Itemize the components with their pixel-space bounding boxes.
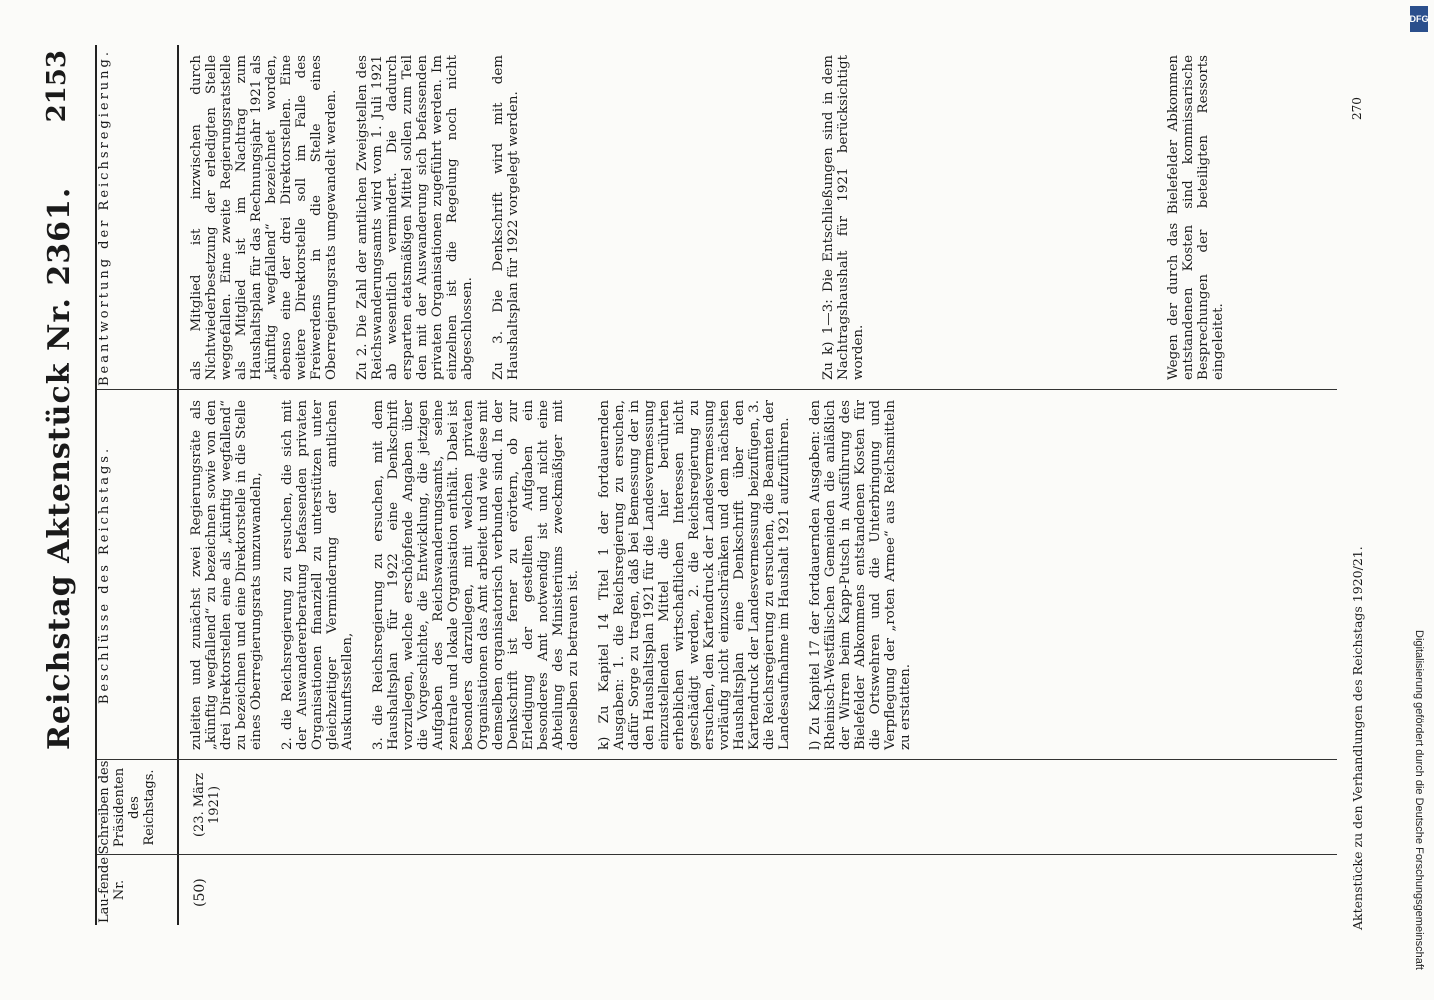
page-footer: Aktenstücke zu den Verhandlungen des Reichstags 1920/21. — [1350, 546, 1365, 930]
beschluss-paragraph: k) Zu Kapitel 14 Titel 1 der fortdauernden Ausgaben: 1. die Reichsregierung zu ersuchen, dafür Sorge zu tragen, daß bei Bemessung der in den Haushaltsplan 1921 für die Landesvermessung einzustellenden Mittel die hier berührten erheblichen wirtschaftlichen Interessen nicht geschädigt werden, 2. die Reichsregierung zu ersuchen, den Kartendruck der Landesvermessung vorläufig nicht einzuschränken und dem nächsten Haushaltsplan eine Denkschrift über den Kartendruck der Landesvermessung beizufügen, 3. die Reichsregierung zu ersuchen, die Beamten der Landesaufnahme im Haushalt 1921 aufzuführen. — [597, 400, 792, 750]
page-number: 2153 — [42, 50, 72, 123]
beschluss-paragraph: 2. die Reichsregierung zu ersuchen, die sich mit der Auswandererberatung befassenden privaten Organisationen finanziell zu unterstützen unter gleichzeitiger Verminderung der amtlichen Auskunftsstellen, — [280, 400, 355, 750]
col-header-beantwortung: Beantwortung der Reichsregierung. — [97, 45, 179, 390]
page-header — [30, 50, 90, 930]
antwort-paragraph: Zu k) 1—3: Die Entschließungen sind in dem Nachtragshaushalt für 1921 berücksichtigt worden. — [821, 55, 866, 380]
column-divider — [97, 854, 1337, 855]
beschluesse-text — [189, 400, 929, 750]
document-table — [95, 45, 1337, 925]
column-divider — [97, 759, 1337, 760]
column-divider — [97, 389, 1337, 390]
col-header-beschluesse: Beschlüsse des Reichstags. — [97, 390, 179, 760]
antwort-paragraph: Zu 2. Die Zahl der amtlichen Zweigstellen des Reichswanderungsamts wird vom 1. Juli 1921 ab wesentlich vermindert. Die dadurch ersparten etatsmäßigen Mittel sollen zum Teil den mit der Auswanderung sich befassenden privaten Organisationen zugeführt werden. Im einzelnen ist die Regelung noch nicht abgeschlossen. — [355, 55, 475, 380]
col-header-lfd: Lau-fende Nr. — [97, 855, 179, 925]
row-date: (23. März 1921) — [192, 773, 222, 838]
col-header-schreiben: Schreiben des Präsidenten des Reichstags. — [97, 760, 179, 855]
beantwortung-text — [189, 55, 1242, 380]
dfg-sidebar — [1404, 0, 1434, 1000]
dfg-credit: Digitalisierung gefördert durch die Deutsche Forschungsgemeinschaft — [1413, 630, 1425, 970]
antwort-paragraph: als Mitglied ist inzwischen durch Nichtwiederbesetzung der erledigten Stelle weggefallen. Eine zweite Regierungsratstelle als Mitglied ist im Nachtrag zum Haushaltsplan für das Rechnungsjahr 1921 als „künftig wegfallend“ bezeichnet worden, ebenso eine der drei Direktorstellen. Eine weitere Direktorstelle soll im Falle des Freiwerdens in die Stelle eines Oberregierungsrats umgewandelt werden. — [189, 55, 339, 380]
dfg-logo: DFG — [1410, 6, 1428, 32]
beschluss-paragraph: 3. die Reichsregierung zu ersuchen, mit dem Haushaltsplan für 1922 eine Denkschrift vorzulegen, welche erschöpfende Angaben über die Vorgeschichte, die Entwicklung, die jetzigen Aufgaben des Reichswanderungsamts, seine zentrale und lokale Organisation enthält. Dabei ist besonders darzulegen, mit welchen privaten Organisationen das Amt arbeitet und wie diese mit demselben organisatorisch verbunden sind. In der Denkschrift ist ferner zu erörtern, ob zur Erledigung der gestellten Aufgaben ein besonderes Amt notwendig ist und nicht eine Abteilung des Ministeriums zweckmäßiger mit denselben zu betrauen ist. — [371, 400, 581, 750]
beschluss-paragraph: zuleiten und zunächst zwei Regierungsräte als „künftig wegfallend“ zu bezeichnen sowie von den drei Direktorstellen eine als „künftig wegfallend“ zu bezeichnen und eine Direktorstelle in die Stelle eines Oberregierungsrats umzuwandeln, — [189, 400, 264, 750]
footer-number: 270 — [1350, 97, 1364, 120]
antwort-paragraph: Wegen der durch das Bielefelder Abkommen entstandenen Kosten sind kommissarische Besprechungen der beteiligten Ressorts eingeleitet. — [1166, 55, 1226, 380]
row-number: (50) — [192, 878, 208, 907]
antwort-paragraph: Zu 3. Die Denkschrift wird mit dem Haushaltsplan für 1922 vorgelegt werden. — [491, 55, 521, 380]
beschluss-paragraph: l) Zu Kapitel 17 der fortdauernden Ausgaben: den Rheinisch-Westfälischen Gemeinden die anläßlich der Wirren beim Kapp-Putsch in Ausführung des Bielefelder Abkommens entstandenen Kosten für die Ortswehren und die Unterbringung und Verpflegung der „roten Armee“ aus Reichsmitteln zu erstatten. — [808, 400, 913, 750]
page-title: Reichstag Aktenstück Nr. 2361. — [42, 186, 77, 750]
